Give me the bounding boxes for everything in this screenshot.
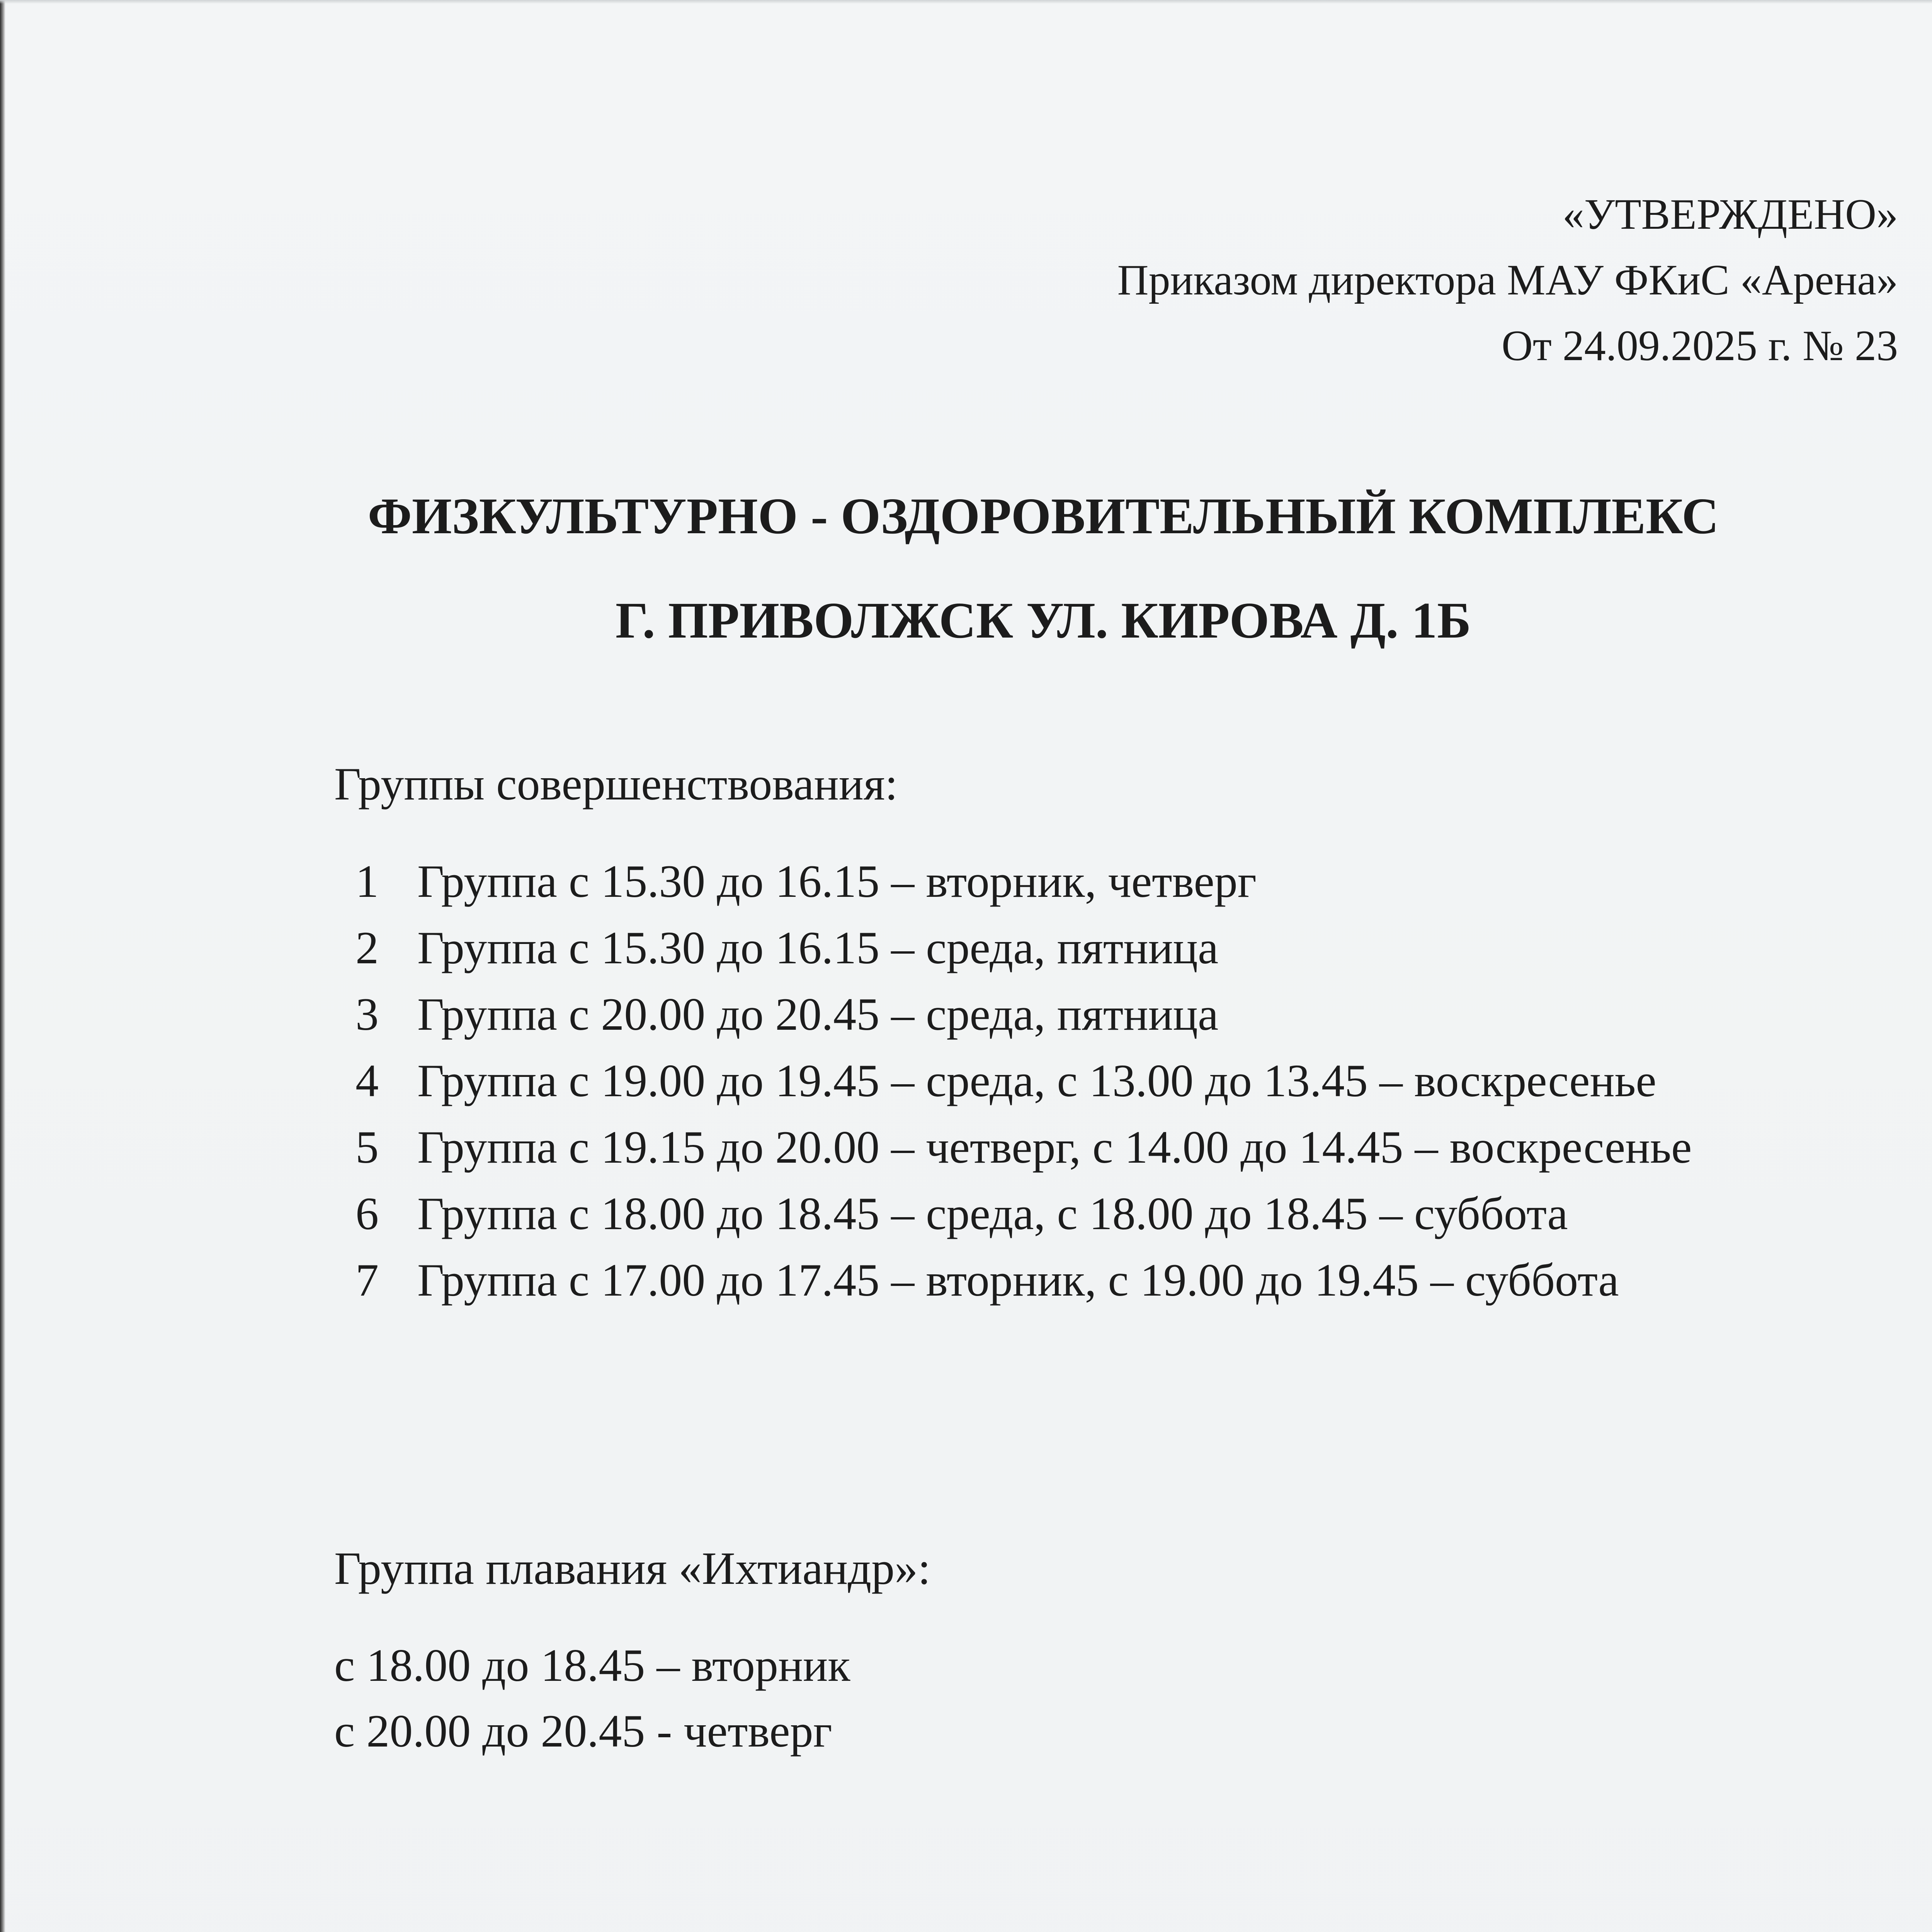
list-item-text: Группа с 17.00 до 17.45 – вторник, с 19.00 до 19.45 – суббота xyxy=(417,1254,1619,1306)
list-item-number: 4 xyxy=(355,1055,379,1106)
list-item-number: 1 xyxy=(355,855,379,907)
heading-address: Г. ПРИВОЛЖСК УЛ. КИРОВА Д. 1Б xyxy=(615,592,1471,649)
swimming-schedule xyxy=(334,1633,850,1764)
list-item xyxy=(348,915,1692,981)
approval-order: Приказом директора МАУ ФКиС «Арена» xyxy=(1117,256,1898,304)
list-item xyxy=(348,981,1692,1048)
document-heading xyxy=(0,464,1932,672)
heading-title: ФИЗКУЛЬТУРНО - ОЗДОРОВИТЕЛЬНЫЙ КОМПЛЕКС xyxy=(367,487,1719,544)
list-item-number: 6 xyxy=(355,1188,379,1239)
list-item-text: Группа с 18.00 до 18.45 – среда, с 18.00 до 18.45 – суббота xyxy=(417,1188,1568,1239)
swimming-section-title: Группа плавания «Ихтиандр»: xyxy=(334,1543,931,1594)
list-item-number: 2 xyxy=(355,922,379,973)
groups-list xyxy=(348,848,1692,1313)
list-item-text: Группа с 20.00 до 20.45 – среда, пятница xyxy=(417,988,1219,1040)
approval-title: «УТВЕРЖДЕНО» xyxy=(1562,190,1898,238)
approval-stamp-block xyxy=(739,182,1898,379)
list-item-text: Группа с 15.30 до 16.15 – вторник, четверг xyxy=(417,855,1257,907)
list-item-number: 3 xyxy=(355,988,379,1040)
list-item xyxy=(348,848,1692,915)
groups-section-title: Группы совершенствования: xyxy=(334,758,898,810)
scan-top-edge xyxy=(0,0,1932,4)
list-item-text: Группа с 19.15 до 20.00 – четверг, с 14.00 до 14.45 – воскресенье xyxy=(417,1121,1692,1173)
list-item-number: 7 xyxy=(355,1254,379,1306)
list-item xyxy=(348,1180,1692,1247)
swimming-schedule-line: с 20.00 до 20.45 - четверг xyxy=(334,1705,832,1757)
approval-date: От 24.09.2025 г. № 23 xyxy=(1502,322,1898,370)
list-item-text: Группа с 15.30 до 16.15 – среда, пятница xyxy=(417,922,1219,973)
swimming-schedule-line: с 18.00 до 18.45 – вторник xyxy=(334,1639,850,1691)
list-item-number: 5 xyxy=(355,1121,379,1173)
list-item xyxy=(348,1048,1692,1114)
list-item-text: Группа с 19.00 до 19.45 – среда, с 13.00 до 13.45 – воскресенье xyxy=(417,1055,1656,1106)
list-item xyxy=(348,1247,1692,1313)
scan-left-edge xyxy=(0,0,5,1932)
list-item xyxy=(348,1114,1692,1180)
